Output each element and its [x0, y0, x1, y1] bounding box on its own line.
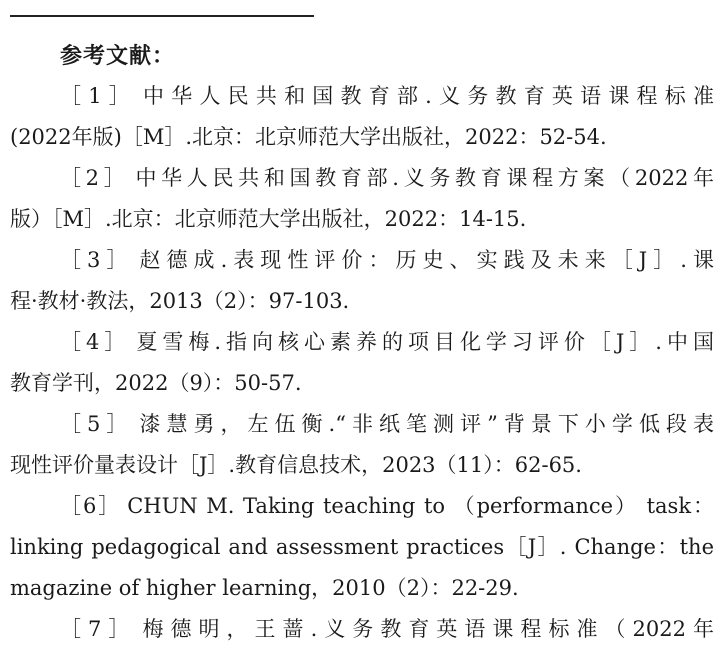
footnote-divider	[10, 15, 314, 17]
reference-3	[60, 242, 714, 278]
reference-2-continuation: 版）［M］.北京：北京师范大学出版社，2022：14-15.	[10, 207, 527, 231]
reference-5-continuation: 现性评价量表设计［J］.教育信息技术，2023（11）：62-65.	[10, 453, 582, 477]
reference-text: 赵德成.表现性评价：历史、实践及未来［J］.课	[139, 248, 714, 272]
reference-1	[60, 78, 714, 114]
reference-4-continuation: 教育学刊，2022（9）：50-57.	[10, 371, 302, 395]
reference-text: 中华人民共和国教育部.义务教育课程方案（2022年	[135, 166, 714, 190]
reference-number: ［4］	[60, 330, 131, 354]
reference-5	[60, 406, 714, 442]
references-heading: 参考文献：	[60, 43, 176, 69]
reference-3-continuation: 程·教材·教法，2013（2）：97-103.	[10, 289, 350, 313]
reference-text: 漆慧勇，左伍衡.“非纸笔测评”背景下小学低段表	[139, 412, 714, 436]
reference-6-continuation-2: magazine of higher learning，2010（2）：22-29.	[10, 576, 519, 600]
reference-1-continuation: (2022年版)［M］.北京：北京师范大学出版社，2022：52-54.	[10, 125, 607, 149]
reference-number: ［1］	[60, 84, 138, 108]
reference-7	[60, 611, 714, 647]
reference-number: ［5］	[60, 412, 134, 436]
reference-2	[60, 160, 714, 196]
reference-number: ［2］	[60, 166, 130, 190]
reference-text: CHUN M. Taking teaching to （performance） task：	[127, 494, 714, 518]
reference-number: ［3］	[60, 248, 134, 272]
reference-4	[60, 324, 714, 360]
reference-text: 梅德明，王蔷.义务教育英语课程标准（2022年	[142, 617, 714, 641]
reference-number: ［7］	[60, 617, 137, 641]
reference-6-continuation: linking pedagogical and assessment practices［J］. Change：the	[10, 535, 714, 559]
reference-text: 中华人民共和国教育部.义务教育英语课程标准	[143, 84, 714, 108]
reference-6	[60, 488, 714, 524]
reference-number: ［6］	[60, 494, 122, 518]
reference-text: 夏雪梅.指向核心素养的项目化学习评价［J］.中国	[136, 330, 714, 354]
